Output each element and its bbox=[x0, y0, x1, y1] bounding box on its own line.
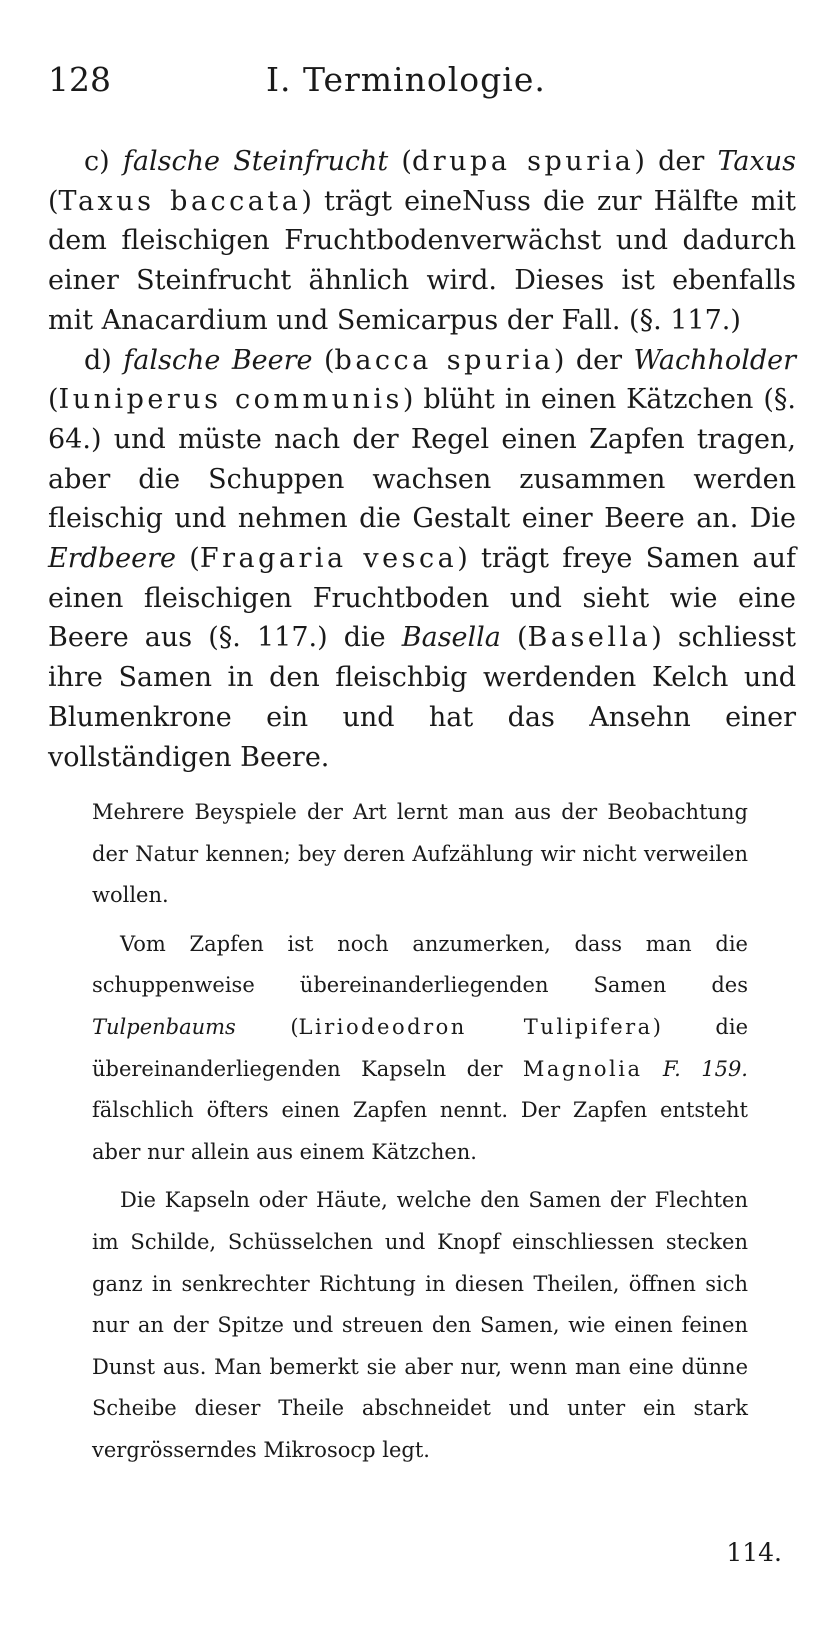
text: ) trägt eineNuss die zur Hälfte mit dem fleischigen Fruchtbodenverwächst und dadurch einer Steinfrucht ähnlich wird. Dieses ist ebenfalls mit Anacardium und Semicarpus der Fall. (§. 117.) bbox=[48, 185, 796, 336]
latin-term: Liriodeodron Tulipifera bbox=[298, 1014, 653, 1039]
text bbox=[642, 1057, 662, 1081]
paragraph-falsche-steinfrucht bbox=[48, 142, 796, 341]
text: fälschlich öfters einen Zapfen nennt. Der Zapfen entsteht aber nur allein aus einem Kätzchen. bbox=[92, 1098, 748, 1164]
text: ( bbox=[235, 1014, 299, 1039]
plant-name-italic: Tulpenbaums bbox=[92, 1014, 236, 1039]
main-text bbox=[48, 142, 796, 777]
text: ( bbox=[176, 543, 200, 575]
text: ( bbox=[500, 622, 528, 654]
notes-section bbox=[92, 792, 748, 1479]
plant-name-italic: Taxus bbox=[717, 146, 796, 177]
text: ) der bbox=[553, 344, 634, 376]
running-title: I. Terminologie. bbox=[266, 60, 546, 99]
latin-term: Iuniperus communis bbox=[58, 384, 403, 416]
text: ) schliesst ihre Samen in den fleischbig werdenden Kelch und Blumenkrone ein und hat das Ansehn einer vollständigen Beere. bbox=[48, 622, 797, 773]
catchword: 114. bbox=[726, 1538, 782, 1567]
plant-name-italic: Erdbeere bbox=[48, 543, 177, 575]
note-paragraph: Die Kapseln oder Häute, welche den Samen der Flechten im Schilde, Schüsselchen und Knopf einschliessen stecken ganz in senkrechter Richtung in diesen Theilen, öffnen sich nur an der Spitze und streuen den Samen, wie einen feinen Dunst aus. Man bemerkt sie aber nur, wenn man eine dünne Scheibe dieser Theile abschneidet und unter ein stark vergrösserndes Mikrosocp legt. bbox=[92, 1188, 748, 1462]
term-italic: falsche Steinfrucht bbox=[122, 146, 389, 177]
text: ( bbox=[312, 344, 335, 376]
text: ( bbox=[48, 384, 59, 416]
page-number: 128 bbox=[48, 60, 111, 99]
text: ( bbox=[48, 185, 59, 217]
paragraph-falsche-beere bbox=[48, 341, 796, 778]
latin-term: Fragaria vesca bbox=[199, 543, 458, 575]
plant-name-italic: Basella bbox=[401, 622, 501, 654]
term-italic: falsche Beere bbox=[123, 344, 313, 376]
text: c) bbox=[84, 146, 123, 177]
latin-term: drupa spuria bbox=[411, 146, 635, 177]
text: ) die übereinanderliegenden Kapseln der bbox=[92, 1014, 748, 1081]
text: ) trägt freye Samen auf einen fleischigen Fruchtboden und sieht wie eine Beere aus (§. 117.) die bbox=[48, 543, 796, 654]
latin-term: Taxus baccata bbox=[58, 185, 302, 217]
text: ) der bbox=[634, 146, 718, 177]
note-paragraph bbox=[92, 924, 748, 1174]
running-header bbox=[48, 60, 588, 104]
text: ) blüht in einen Kätzchen (§. 64.) und müste nach der Regel einen Zapfen tragen, aber die Schuppen wachsen zusammen werden fleischig und nehmen die Gestalt einer Beere an. Die bbox=[48, 384, 796, 535]
text: Vom Zapfen ist noch anzumerken, dass man die schuppenweise übereinanderliegenden Samen des bbox=[92, 931, 748, 998]
text: d) bbox=[84, 344, 124, 376]
figure-reference: F. 159. bbox=[662, 1056, 748, 1081]
text: ( bbox=[388, 146, 412, 177]
plant-name-italic: Wachholder bbox=[633, 344, 796, 376]
latin-term: Magnolia bbox=[522, 1056, 643, 1081]
latin-term: bacca spuria bbox=[334, 344, 554, 376]
latin-term: Basella bbox=[527, 622, 652, 654]
note-paragraph: Mehrere Beyspiele der Art lernt man aus der Beobachtung der Natur kennen; bey deren Aufzählung wir nicht verweilen wollen. bbox=[92, 800, 748, 908]
